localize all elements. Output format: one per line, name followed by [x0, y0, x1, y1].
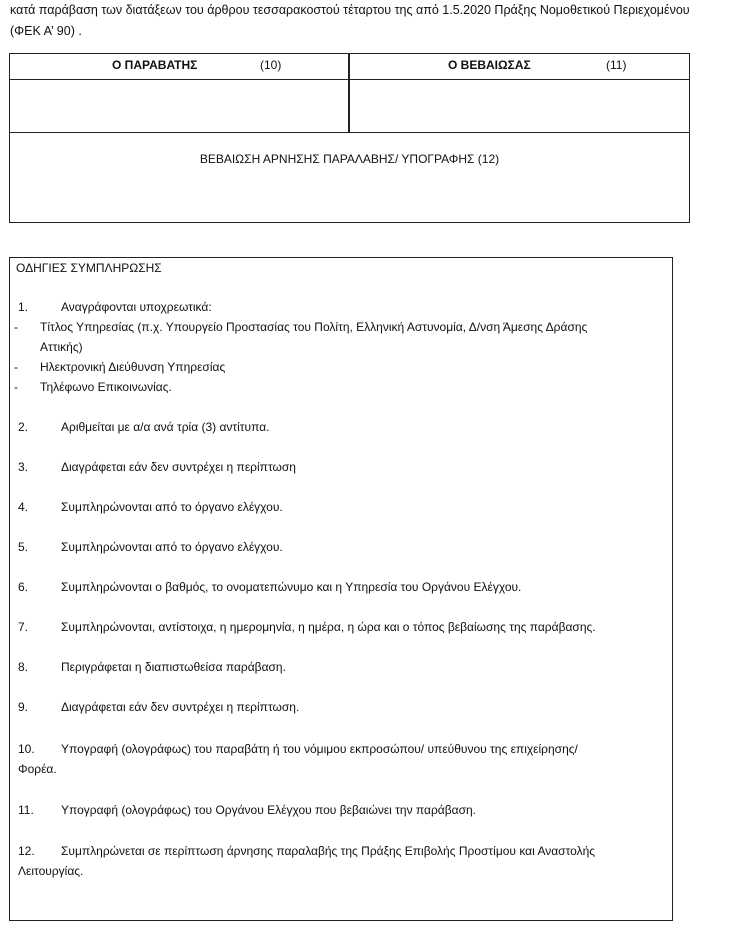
item-number: 11.: [18, 803, 34, 817]
item-number: 7.: [18, 620, 29, 634]
column-divider: [348, 54, 350, 132]
item-text: Διαγράφεται εάν δεν συντρέχει η περίπτωση.: [61, 700, 300, 714]
item-number: 10.: [18, 742, 35, 756]
offender-ref: (10): [260, 58, 282, 72]
signature-header-row: [10, 54, 689, 80]
certifier-ref: (11): [606, 58, 627, 72]
certifier-label: Ο ΒΕΒΑΙΩΣΑΣ: [448, 58, 531, 72]
item-text: Διαγράφεται εάν δεν συντρέχει η περίπτωση: [61, 460, 296, 474]
intro-line-1: κατά παράβαση των διατάξεων του άρθρου τεσσαρακοστού τέταρτου της από 1.5.2020 Πράξης Νομοθετικού Περιεχομένου: [10, 3, 690, 17]
refusal-label: ΒΕΒΑΙΩΣΗ ΑΡΝΗΣΗΣ ΠΑΡΑΛΑΒΗΣ/ ΥΠΟΓΡΑΦΗΣ (12): [199, 152, 500, 166]
item-text: Υπογραφή (ολογράφως) του Οργάνου Ελέγχου που βεβαιώνει την παράβαση.: [61, 803, 476, 817]
item-text: Τηλέφωνο Επικοινωνίας.: [40, 380, 172, 394]
item-number: 2.: [18, 420, 29, 434]
item-text: Συμπληρώνονται από το όργανο ελέγχου.: [61, 540, 283, 554]
item-number: 8.: [18, 660, 29, 674]
item-text: Συμπληρώνεται σε περίπτωση άρνησης παραλαβής της Πράξης Επιβολής Προστίμου και Αναστολής: [61, 844, 596, 858]
item-text-continued: Φορέα.: [18, 762, 57, 776]
item-number: 9.: [18, 700, 29, 714]
item-number: 3.: [18, 460, 29, 474]
intro-line-2: (ΦΕΚ Α’ 90) .: [10, 24, 82, 38]
item-text: Συμπληρώνονται, αντίστοιχα, η ημερομηνία, η ημέρα, η ώρα και ο τόπος βεβαίωσης της παράβασης.: [61, 620, 596, 634]
item-number: 6.: [18, 580, 29, 594]
item-text: Συμπληρώνονται ο βαθμός, το ονοματεπώνυμο και η Υπηρεσία του Οργάνου Ελέγχου.: [61, 580, 522, 594]
item-text: Αναγράφονται υποχρεωτικά:: [61, 300, 212, 314]
item-bullet: -: [14, 380, 18, 394]
item-text: Περιγράφεται η διαπιστωθείσα παράβαση.: [61, 660, 286, 674]
item-number: 12.: [18, 844, 35, 858]
item-number: 1.: [18, 300, 29, 314]
certifier-signature-cell[interactable]: [350, 79, 690, 132]
item-number: 4.: [18, 500, 29, 514]
item-text: Αριθμείται με α/α ανά τρία (3) αντίτυπα.: [61, 420, 270, 434]
instructions-title: ΟΔΗΓΙΕΣ ΣΥΜΠΛΗΡΩΣΗΣ: [16, 261, 162, 275]
item-text: Υπογραφή (ολογράφως) του παραβάτη ή του νόμιμου εκπροσώπου/ υπεύθυνου της επιχείρησης/: [61, 742, 578, 756]
item-text: Τίτλος Υπηρεσίας (π.χ. Υπουργείο Προστασίας του Πολίτη, Ελληνική Αστυνομία, Δ/νση Άμεσης Δράσης: [40, 320, 588, 334]
item-text: Ηλεκτρονική Διεύθυνση Υπηρεσίας: [40, 360, 226, 374]
offender-label: Ο ΠΑΡΑΒΑΤΗΣ: [112, 58, 198, 72]
item-text: Συμπληρώνονται από το όργανο ελέγχου.: [61, 500, 283, 514]
signature-row: [10, 79, 689, 133]
item-bullet: -: [14, 320, 18, 334]
item-text-continued: Αττικής): [40, 340, 83, 354]
item-bullet: -: [14, 360, 18, 374]
intro-text: [10, 0, 746, 42]
item-number: 5.: [18, 540, 29, 554]
offender-signature-cell[interactable]: [10, 79, 348, 132]
signature-table: [9, 53, 690, 223]
instructions-box: [9, 257, 673, 921]
item-text-continued: Λειτουργίας.: [18, 864, 84, 878]
